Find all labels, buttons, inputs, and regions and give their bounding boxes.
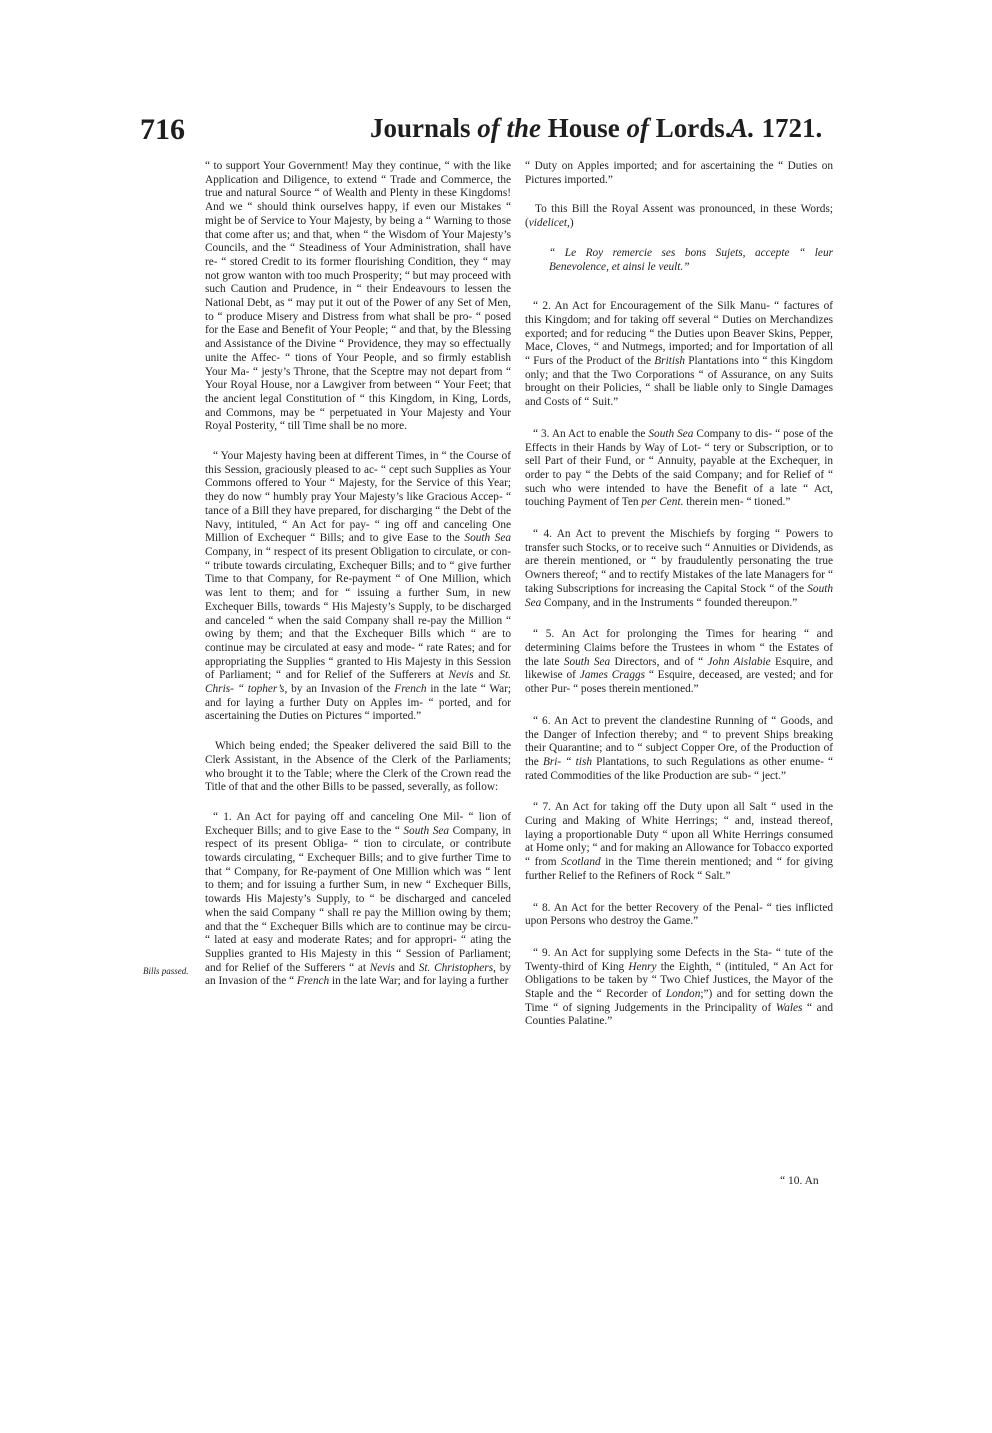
page-number: 716 <box>140 113 185 146</box>
title-of-the: of the <box>477 113 542 143</box>
running-title <box>370 113 732 144</box>
italic-run: Scotland <box>561 856 601 869</box>
margin-note: Bills passed. <box>143 966 189 976</box>
text-run: and <box>394 961 419 974</box>
text-run: “ 5. An Act for prolonging the Times for hearing “ and determining Claims before the Trustees in whom “ the Estates of the late <box>525 628 833 668</box>
title-lords: Lords. <box>649 113 732 143</box>
text-run: , by an Invasion of the <box>284 683 395 696</box>
bill-item-6 <box>525 715 833 784</box>
italic-run: Nevis <box>448 669 474 682</box>
text-run: “ 7. An Act for taking off the Duty upon all Salt “ used in the Curing and Making of White Herrings; “ and, instead thereof, laying a proportionable Duty “ upon all White Herrings consumed at Home only; “ and for making an Allowance for Tobacco exported “ from <box>525 801 833 869</box>
italic-run: per Cent. <box>641 496 684 509</box>
text-run: ) <box>569 217 574 230</box>
text-run: Plantations into “ this Kingdom only; and that the Two Corporations “ of Assurance, on any Suits brought on their Policies, “ shall be liable only to Single Damages and Costs of “ Suit.” <box>525 355 833 409</box>
italic-run: James Craggs <box>579 669 646 682</box>
text-run: “ Your Majesty having been at different Times, in “ the Course of this Session, graciously pleased to ac- “ cept such Supplies as Your Commons offered to Your “ Majesty, for the Service of this Year; they do now “ humbly pray Your Majesty’s like Gracious Accep- “ tance of a Bill they have prepared, for discharging “ the Debt of the Navy, intituled, “ An Act for pay- “ ing off and canceling One Million of Exchequer “ Bills; and to give Ease to the <box>205 450 511 545</box>
text-run: in the late War; and for laying a further <box>329 975 509 988</box>
text-run: To this Bill the Royal Assent was pronounced, in these Words; ( <box>525 203 833 230</box>
bill-item-5 <box>525 628 833 697</box>
right-column <box>525 160 833 1047</box>
bill-item-7 <box>525 801 833 883</box>
text-run: “ 9. An Act for supplying some Defects in the Sta- “ tute of the Twenty-third of King <box>525 946 833 973</box>
italic-run: Bri- “ tish <box>542 755 592 768</box>
text-run: Company, in respect of its present Obliga- “ tion to circulate, or contribute towards circulating, “ Exchequer Bills; and to give further Time to that “ Company, for Re-payment of One Million which was “ lent to them; and for issuing a further Sum, in new “ Exchequer Bills, towards His Majesty’s Supply, to “ be discharged and canceled when the said Company “ shall re pay the Million owing by them; and that the “ Exchequer Bills which are to continue may be circu- “ lated at easy and moderate Rates; and for appropri- “ ating the Supplies granted to His Majesty in this “ Session of Parliament; and for Relief of the Sufferers “ at <box>205 824 511 974</box>
year-prefix: A. <box>730 113 755 143</box>
text-run: “ 2. An Act for Encouragement of the Silk Manu- “ factures of this Kingdom; and for taking off several “ Duties on Merchandizes exported; and for reducing “ the Duties upon Beaver Skins, Pepper, Mace, Cloves, “ and Nutmegs, imported; and for Importation of all “ Furs of the Product of the <box>525 300 833 368</box>
text-run: in the Time therein mentioned; and “ for giving further Relief to the Refiners of Rock “ Salt.” <box>525 856 834 882</box>
bill-item-4 <box>525 528 833 610</box>
text-run: “ and Counties Palatine.” <box>525 1001 833 1028</box>
text-run: Plantations, to such Regulations as other enume- “ rated Commodities of the like Production are sub- “ ject.” <box>525 755 833 782</box>
bill-item-1-continued: “ Duty on Apples imported; and for ascertaining the “ Duties on Pictures imported.” <box>525 160 833 186</box>
text-run: “ 6. An Act to prevent the clandestine Running of “ Goods, and the Danger of Infection thereby; and “ to prevent Ships breaking their Quarantine; and to “ subject Copper Ore, of the Production of the <box>525 714 833 768</box>
left-column <box>205 160 511 1005</box>
address-paragraph-1: “ to support Your Government! May they continue, “ with the like Application and Diligence, to extend “ Trade and Commerce, the true and natural Source “ of Wealth and Plenty in these Kingdoms! And we “ should think ourselves happy, if even our Mistakes “ might be of Service to Your Majesty, by being a “ Warning to those that come after us; and that, when “ the Wisdom of Your Majesty’s Councils, and the “ Steadiness of Your Administration, shall have re- “ stored Credit to its former flourishing Condition, they “ may not grow wanton with too much Prosperity; “ but may proceed with such Caution and Prudence, in “ their Endeavours to lessen the National Debt, as “ may put it out of the Power of any Set of Men, to “ produce Misery and Distress from what shall be pro- “ posed for the Ease and Benefit of Your People; “ and that, by the Blessing and Assistance of the Divine “ Providence, they may so effectually unite the Affec- “ tions of Your People, and so firmly establish Your Ma- “ jesty’s Throne, that the Sceptre may not depart from “ Your Royal House, nor a Lawgiver from between “ Your Feet; that the ancient legal Constitution of “ this Kingdom, in King, Lords, and Commons, may be “ perpetuated in Your Majesty and Your Royal Posterity, “ till Time shall be no more. <box>205 160 511 433</box>
italic-run: Henry <box>628 960 657 973</box>
italic-run: John Aislabie <box>707 655 771 668</box>
italic-run: St. Christophers <box>418 961 494 974</box>
italic-run: French <box>296 975 330 988</box>
text-run: “ 1. An Act for paying off and canceling One Mil- “ lion of Exchequer Bills; and to give Ease to the “ <box>205 810 511 837</box>
year-value: 1721. <box>754 113 823 143</box>
italic-run: Wales <box>775 1001 803 1014</box>
italic-run: South Sea <box>403 824 450 837</box>
text-run: therein men- “ tioned.” <box>683 496 791 509</box>
text-run: Company, and in the Instruments “ founded thereupon.” <box>541 596 798 609</box>
catchword: “ 10. An <box>780 1175 819 1187</box>
title-house: House <box>541 113 627 143</box>
italic-run: videlicet, <box>528 217 570 230</box>
italic-run: South Sea <box>525 582 833 609</box>
royal-assent-formula: “ Le Roy remercie ses bons Sujets, accepte “ leur Benevolence, et ainsi le veult.” <box>549 246 833 273</box>
text-run: “ Esquire, deceased, are vested; and for other Pur- “ poses therein mentioned.” <box>525 669 833 696</box>
italic-run: South Sea <box>464 532 511 545</box>
title-journals: Journals <box>370 113 478 143</box>
bill-item-1 <box>205 811 511 989</box>
text-run: Directors, and of “ <box>610 655 708 668</box>
title-of: of <box>626 113 650 143</box>
italic-run: French <box>394 683 427 696</box>
text-run: the Eighth, “ (intituled, “ An Act for Obligations to be taken by “ Two Chief Justices, the Mayor of the Staple and the “ Recorder of <box>525 960 834 1001</box>
bill-item-2 <box>525 300 833 410</box>
text-run: “ 3. An Act to enable the <box>533 427 649 440</box>
text-run: , by an Invasion of the “ <box>205 961 511 988</box>
italic-run: St. Chris- “ topher’s <box>205 669 511 696</box>
text-run: ;”) and for setting down the Time “ of signing Judgements in the Principality of <box>525 988 833 1014</box>
royal-assent-paragraph <box>525 203 833 230</box>
text-run: in the late “ War; and for laying a further Duty on Apples im- “ ported, and for ascertaining the Duties on Pictures “ imported.” <box>205 683 511 723</box>
bill-item-8: “ 8. An Act for the better Recovery of the Penal- “ ties inflicted upon Persons who destroy the Game.” <box>525 901 833 928</box>
text-run: Company, in “ respect of its present Obligation to circulate, or con- “ tribute towards circulating, Exchequer Bills; and to “ give further Time to that Company, for Re-payment “ of One Million, which was lent to them; and for “ issuing a further Sum, in new Exchequer Bills, towards “ His Majesty’s Supply, to be discharged and canceled “ when the said Company shall re-pay the Million “ owing by them; and that the Exchequer Bills which “ are to continue may be circulated at easy and mode- “ rate Rates; and for appropriating the Supplies “ granted to His Majesty in this Session of Parliament; “ and for Relief of the Sufferers at <box>205 545 511 682</box>
italic-run: Nevis <box>369 961 395 974</box>
text-run: Esquire, and likewise of <box>525 655 833 682</box>
address-paragraph-2 <box>205 450 511 724</box>
bill-item-9 <box>525 947 833 1029</box>
text-run: Company to dis- “ pose of the Effects in their Hands by Way of Lot- “ tery or Subscription, or to sell Part of their Fund, or “ Annuity, payable at the Exchequer, in order to pay “ the Debts of the said Company; and for Relief of “ such who were intended to have the Benefit of a late “ Act, touching Payment of Ten <box>525 427 833 509</box>
italic-run: London <box>665 988 701 1001</box>
italic-run: South Sea <box>563 655 611 668</box>
italic-run: South Sea <box>648 427 694 440</box>
text-run: “ 4. An Act to prevent the Mischiefs by forging “ Powers to transfer such Stocks, or to receive such “ Annuities or Dividends, as are therein mentioned, or “ by fraudulently personating the true Owners thereof; “ and to rectify Mistakes of the late Managers for “ taking Subscriptions for increasing the Capital Stock “ of the <box>525 528 833 595</box>
page-header <box>140 113 840 153</box>
year-heading <box>730 113 822 144</box>
speaker-paragraph: Which being ended; the Speaker delivered the said Bill to the Clerk Assistant, in the Absence of the Clerk of the Parliaments; who brought it to the Table; where the Clerk of the Crown read the Title of that and the other Bills to be passed, severally, as follow: <box>205 740 511 794</box>
bill-item-3 <box>525 428 833 510</box>
italic-run: British <box>654 355 686 368</box>
text-run: and <box>473 669 500 682</box>
